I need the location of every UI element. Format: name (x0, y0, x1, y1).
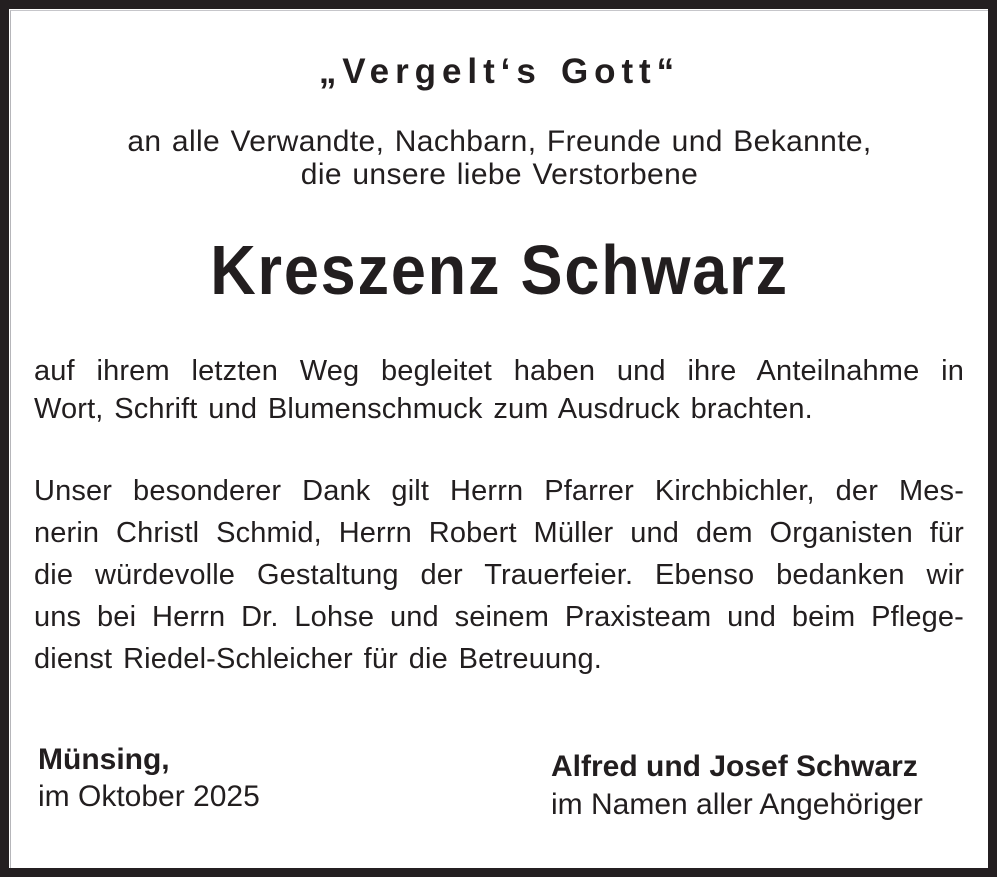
notice-inner-area (10, 10, 988, 868)
text-line: die würdevolle Gestaltung der Trauerfeier. Ebenso bedanken wir (34, 559, 964, 591)
place-name: Münsing, (38, 743, 170, 776)
text-line: auf ihrem letzten Weg begleitet haben und ihre Anteilnahme in (34, 355, 964, 387)
intro-line: die unsere liebe Verstorbene (300, 158, 699, 191)
date-line: im Oktober 2025 (38, 780, 260, 813)
text-line: dienst Riedel-Schleicher für die Betreuung. (34, 643, 602, 675)
signature-block (551, 748, 923, 824)
thanks-paragraph-general (34, 352, 964, 428)
text-line: uns bei Herrn Dr. Lohse und seinem Praxisteam und beim Pflege- (34, 601, 964, 633)
thanks-paragraph-special (34, 470, 964, 680)
condolence-quote-title: „Vergelt‘s Gott“ (318, 52, 681, 91)
intro-line: an alle Verwandte, Nachbarn, Freunde und Bekannte, (127, 125, 872, 158)
place-date-block (38, 741, 260, 815)
intro-block (11, 125, 988, 191)
signature-note: im Namen aller Angehöriger (551, 788, 923, 821)
text-line: Unser besonderer Dank gilt Herrn Pfarrer Kirchbichler, der Mes- (34, 475, 964, 507)
deceased-name: Kreszenz Schwarz (210, 231, 789, 309)
text-line: nerin Christl Schmid, Herrn Robert Müller und dem Organisten für (34, 517, 964, 549)
signatories: Alfred und Josef Schwarz (551, 750, 918, 783)
text-line: Wort, Schrift und Blumenschmuck zum Ausdruck brachten. (34, 393, 813, 425)
